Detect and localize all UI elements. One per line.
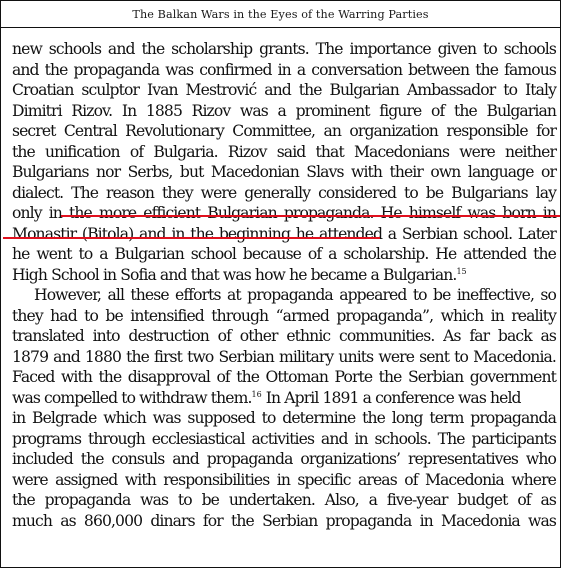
text-line: translated into destruction of other ethnic communities. As far back as <box>12 327 556 345</box>
footnote-ref: 16 <box>251 389 262 399</box>
text-line: included the consuls and propaganda organizations’ representatives who <box>12 450 556 468</box>
text-fragment: was compelled to withdraw them. <box>12 388 252 407</box>
text-line: and the propaganda was confirmed in a conversation between the famous <box>12 60 556 79</box>
text-line: However, all these efforts at propaganda appeared to be ineffective, so <box>34 286 556 304</box>
text-line: Dimitri Rizov. In 1885 Rizov was a prominent figure of the Bulgarian <box>12 101 556 120</box>
body-text <box>12 39 556 531</box>
text-line: secret Central Revolutionary Committee, an organization responsible for <box>12 122 556 140</box>
text-line: Faced with the disapproval of the Ottoman Porte the Serbian government <box>12 368 556 386</box>
text-fragment: High School in Sofia and that was how he became a Bulgarian. <box>12 265 457 284</box>
text-line: Croatian sculptor Ivan Mestrović and the Bulgarian Ambassador to Italy <box>12 81 556 99</box>
text-line: in Belgrade which was supposed to determine the long term propaganda <box>12 409 556 427</box>
text-line-highlighted: dialect. The reason they were generally considered to be Bulgarians lay <box>12 183 556 202</box>
text-line: much as 860,000 dinars for the Serbian propaganda in Macedonia was <box>12 511 556 530</box>
text-line: Monastir (Bitola) and in the beginning he attended a Serbian school. Later <box>12 224 556 243</box>
text-line: he went to a Bulgarian school because of a scholarship. He attended the <box>12 245 556 263</box>
text-line: 1879 and 1880 the first two Serbian military units were sent to Macedonia. <box>12 347 556 366</box>
text-line: the unification of Bulgaria. Rizov said that Macedonians were neither <box>12 142 556 161</box>
text-line: they had to be intensified through “armed propaganda”, which in reality <box>12 306 556 325</box>
text-line: were assigned with responsibilities in specific areas of Macedonia where <box>12 470 556 489</box>
text-line-highlighted: only in the more efficient Bulgarian propaganda. He himself was born in <box>12 204 556 222</box>
text-line: the propaganda was to be undertaken. Also, a five-year budget of as <box>12 491 556 509</box>
text-line <box>12 265 556 286</box>
footnote-ref: 15 <box>456 266 467 276</box>
header-rule <box>1 27 560 28</box>
text-fragment: In April 1891 a conference was held <box>261 388 521 407</box>
running-header: The Balkan Wars in the Eyes of the Warring Parties <box>132 8 429 21</box>
text-line: programs through ecclesiastical activities and in schools. The participants <box>12 429 556 448</box>
text-line: Bulgarians nor Serbs, but Macedonian Slavs with their own language or <box>12 163 556 181</box>
text-line: new schools and the scholarship grants. The importance given to schools <box>12 40 556 58</box>
text-line <box>12 388 556 409</box>
